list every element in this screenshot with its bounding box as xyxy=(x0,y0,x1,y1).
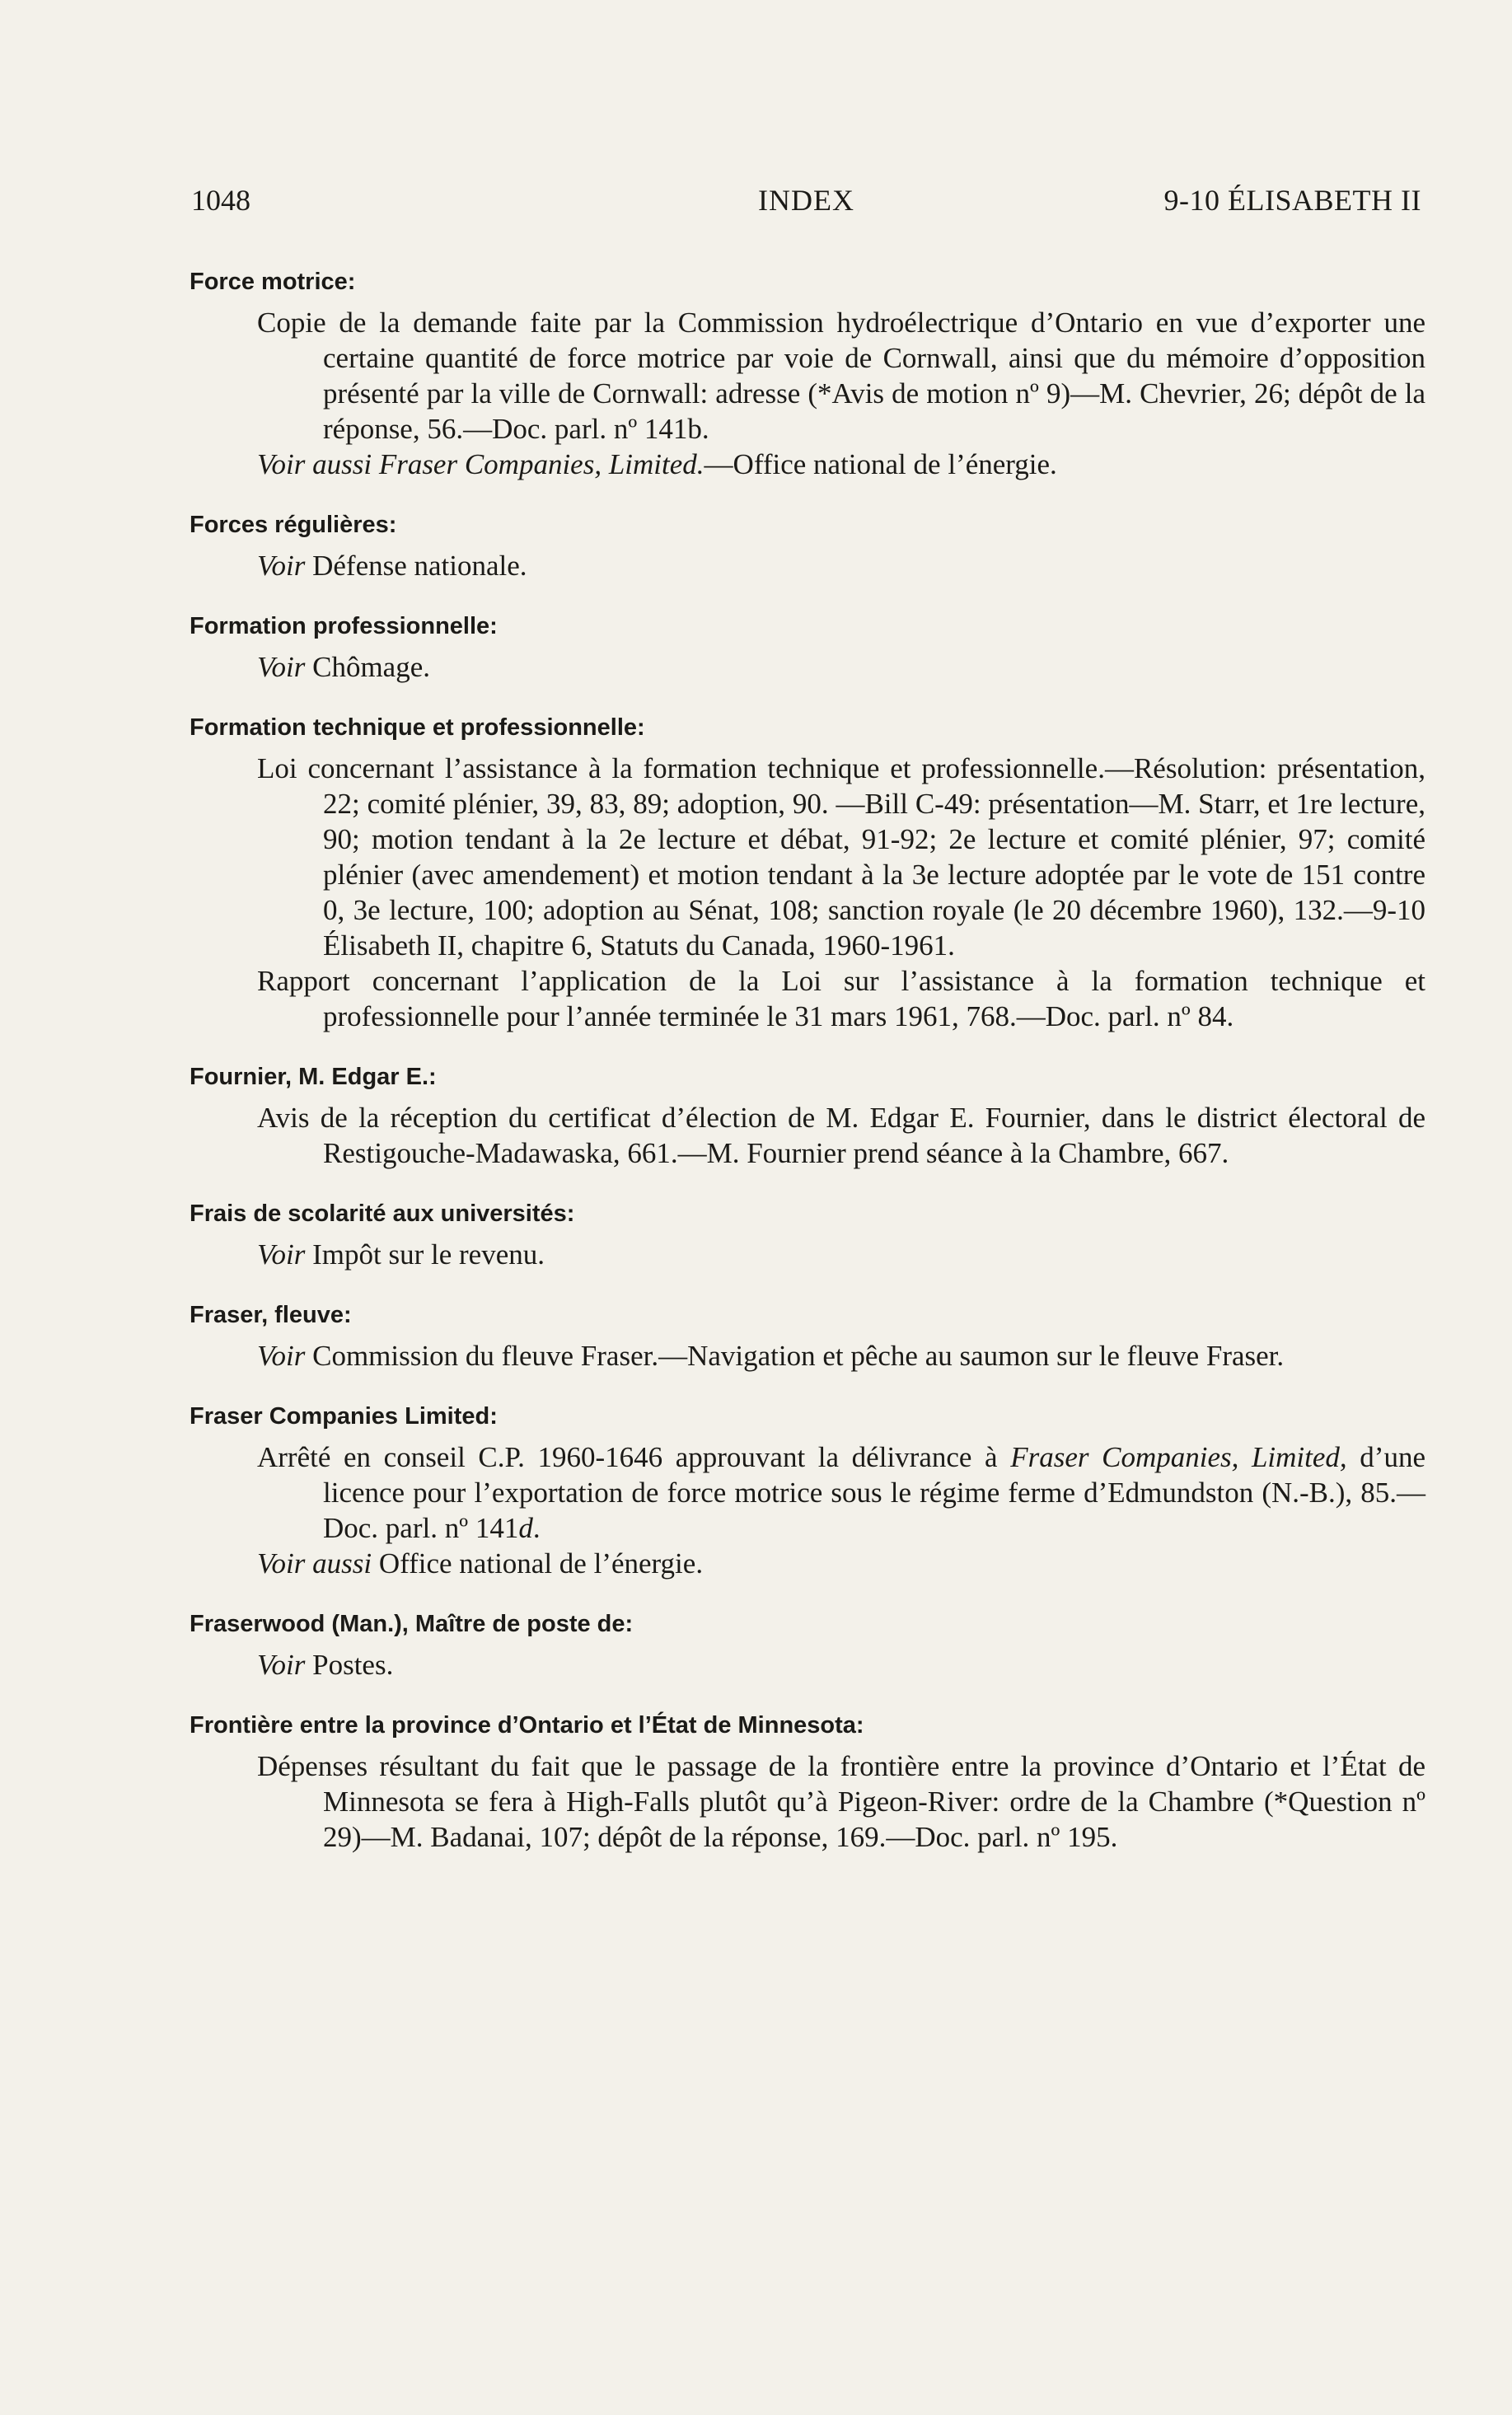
page-number: 1048 xyxy=(191,184,250,217)
entry-heading: Fournier, M. Edgar E.: xyxy=(190,1064,437,1090)
see-reference xyxy=(257,548,1425,583)
entry-force-motrice xyxy=(190,264,1425,482)
entry-heading: Formation professionnelle: xyxy=(190,613,498,639)
voir-label: Voir xyxy=(257,1238,306,1271)
see-text: Office national de l’énergie. xyxy=(378,1547,704,1580)
entry-fraserwood xyxy=(190,1606,1425,1683)
voir-aussi-label: Voir aussi xyxy=(257,448,372,480)
see-text: Postes. xyxy=(312,1649,394,1681)
entry-formation-technique xyxy=(190,709,1425,1034)
entry-heading: Fraserwood (Man.), Maître de poste de: xyxy=(190,1611,634,1637)
entry-heading: Formation technique et professionnelle: xyxy=(190,714,645,741)
entry-text: Avis de la réception du certificat d’élection de M. Edgar E. Fournier, dans le district électoral de Restigouche-Madawaska, 661.—M. Fournier prend séance à la Chambre, 667. xyxy=(257,1102,1425,1169)
entry-heading: Forces régulières: xyxy=(190,512,397,538)
see-text: Impôt sur le revenu. xyxy=(312,1238,545,1271)
entry-fraser-companies xyxy=(190,1398,1425,1581)
entry-frontiere xyxy=(190,1707,1425,1855)
entry-heading: Frontière entre la province d’Ontario et l’État de Minnesota: xyxy=(190,1712,864,1739)
entry-fournier xyxy=(190,1059,1425,1171)
see-reference xyxy=(257,1338,1425,1374)
entry-text-italic: d xyxy=(518,1512,533,1544)
entry-frais-scolarite xyxy=(190,1196,1425,1272)
see-text: Chômage. xyxy=(312,651,430,683)
see-also-reference xyxy=(257,447,1425,482)
entry-fraser-fleuve xyxy=(190,1297,1425,1374)
running-head xyxy=(191,180,1421,221)
see-text: Commission du fleuve Fraser.—Navigation et pêche au saumon sur le fleuve Fraser. xyxy=(312,1340,1285,1372)
entry-text xyxy=(257,1439,1425,1546)
see-also-italic: Fraser Companies, Limited. xyxy=(378,448,705,480)
entry-text-italic: Fraser Companies, Limited, xyxy=(1010,1441,1347,1473)
running-title: INDEX xyxy=(758,184,854,217)
entry-heading: Frais de scolarité aux universités: xyxy=(190,1200,575,1227)
see-text: Défense nationale. xyxy=(312,550,527,582)
voir-label: Voir xyxy=(257,1649,306,1681)
voir-label: Voir xyxy=(257,1340,306,1372)
entry-text-part: Arrêté en conseil C.P. 1960-1646 approuvant la délivrance à xyxy=(257,1441,1011,1473)
see-also-text: —Office national de l’énergie. xyxy=(704,448,1057,480)
entry-heading: Fraser, fleuve: xyxy=(190,1302,352,1328)
entry-heading: Fraser Companies Limited: xyxy=(190,1403,498,1430)
see-also-reference xyxy=(257,1546,1425,1581)
reign-label: 9-10 ÉLISABETH II xyxy=(1163,184,1421,217)
voir-label: Voir xyxy=(257,651,306,683)
entry-heading: Force motrice: xyxy=(190,269,356,295)
entry-forces-regulieres xyxy=(190,507,1425,583)
see-reference xyxy=(257,1647,1425,1683)
entry-text: Rapport concernant l’application de la Loi sur l’assistance à la formation technique et professionnelle pour l’année terminée le 31 mars 1961, 768.—Doc. parl. nº 84. xyxy=(257,965,1425,1032)
voir-aussi-label: Voir aussi xyxy=(257,1547,372,1580)
entry-text: Copie de la demande faite par la Commission hydroélectrique d’Ontario en vue d’exporter une certaine quantité de force motrice par voie de Cornwall, ainsi que du mémoire d’opposition présenté par la ville de Cornwall: adresse (*Avis de motion nº 9)—M. Chevrier, 26; dépôt de la réponse, 56.—Doc. parl. nº 141b. xyxy=(257,307,1425,445)
entry-text: Loi concernant l’assistance à la formation technique et professionnelle.—Résolution: présentation, 22; comité plénier, 39, 83, 89; adoption, 90. —Bill C-49: présentation—M. Starr, et 1re lecture, 90; motion tendant à la 2e lecture et débat, 91-92; 2e lecture et comité plénier, 97; comité plénier (avec amendement) et motion tendant à la 3e lecture adoptée par le vote de 151 contre 0, 3e lecture, 100; adoption au Sénat, 108; sanction royale (le 20 décembre 1960), 132.—9-10 Élisabeth II, chapitre 6, Statuts du Canada, 1960-1961. xyxy=(257,752,1425,962)
voir-label: Voir xyxy=(257,550,306,582)
entry-formation-professionnelle xyxy=(190,608,1425,685)
entry-text-part: . xyxy=(532,1512,541,1544)
see-reference xyxy=(257,1237,1425,1272)
entry-text: Dépenses résultant du fait que le passage de la frontière entre la province d’Ontario et l’État de Minnesota se fera à High-Falls plutôt qu’à Pigeon-River: ordre de la Chambre (*Question nº 29)—M. Badanai, 107; dépôt de la réponse, 169.—Doc. parl. nº 195. xyxy=(257,1750,1425,1853)
index-content xyxy=(190,264,1425,1879)
entry-text-part: d’une licence pour l’exportation de force motrice sous le régime ferme d’Edmundston (N.-B.), 85.—Doc. parl. nº 141 xyxy=(323,1441,1425,1544)
see-reference xyxy=(257,649,1425,685)
